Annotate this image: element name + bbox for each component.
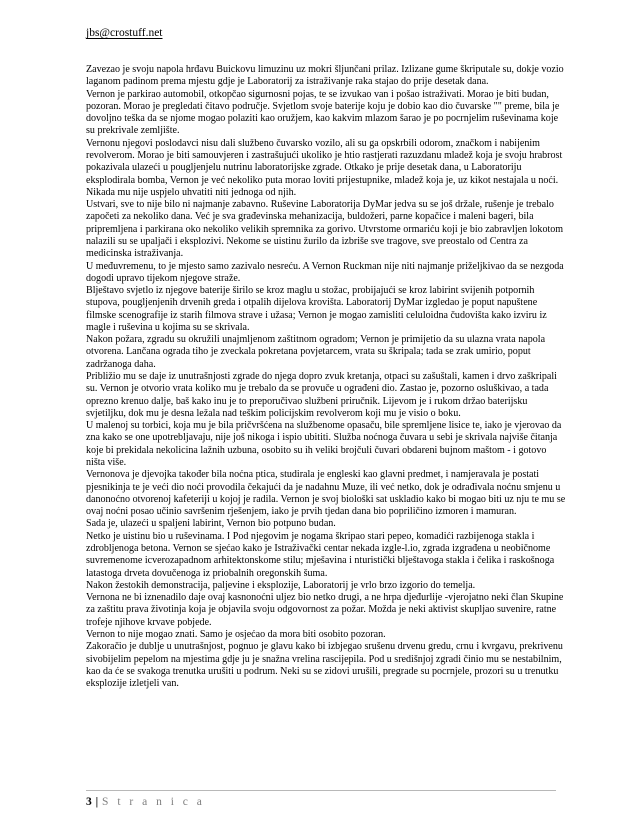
page-number: 3: [86, 796, 92, 808]
paragraph: U malenoj su torbici, koja mu je bila pričvršćena na službenome opasaču, bile spremljene lisice te, iako je vjerovao da zna kako se one upotrebljavaju, nije još nikoga i ispio ubititi. Služba noćnoga čuvara u sebi je skrivala najviše čitanja koje bi prekidala nekolicina lažnih uzbuna, osobito su ih veliki brojčuli čuvari obdareni bujnom maštom - i gotovo ništa više.: [86, 420, 562, 468]
paragraph: Zavezao je svoju napola hrđavu Buickovu limuzinu uz mokri šljunčani prilaz. Izlizane gume škriputale su, dokje vozio laganom padinom prema mjestu gdje je Laboratorij za istraživanje raka stajao do prije desetak dana.: [86, 64, 564, 88]
paragraph: Vernon to nije mogao znati. Samo je osjećao da mora biti osobito pozoran.: [86, 628, 386, 640]
paragraph: Nakon požara, zgradu su okružili unajmljenom zaštitnom ogradom; Vernon je primijetio da su ulazna vrata napola otvorena. Lančana ograda tiho je zveckala pokretana povjetarcem, vrata su škripala; tada se zrak umirio, poput zadržanoga daha.: [86, 334, 546, 370]
paragraph: Vernona ne bi iznenadilo daje ovaj kasnonoćni uljez bio netko drugi, a ne hrpa djeđurlije -vjerojatno neki član Skupine za zaštitu prava životinja koja je objavila svoju odgovornost za požar. Možda je neki aktivist skupljao suvenire, ratne trofeje njihove krvave pobjede.: [86, 592, 564, 628]
paragraph: Netko je uistinu bio u ruševinama. I Pod njegovim je nogama škripao stari pepeo, komadići razbijenoga stakla i zdrobljenoga betona. Vernon se sjećao kako je Istraživački centar nekada izgle-l.io, zgrada izgrađena u neobičnome suvremenome icverozapadnom arhitektonskome stilu; mješavina i nturistički blještavoga stakla i čelika i raskošnoga latastoga drveta dovučenoga iz priobalnih oregonskih šuma.: [86, 530, 555, 579]
paragraph: Blještavo svjetlo iz njegove baterije širilo se kroz maglu u stožac, probijajući se kroz labirint svijenih potpornih stupova, pougljenjenih drvenih greda i otpalih dijelova krovišta. Laboratorij DyMar izgledao je poput napuštene filmske scenografije iz starih filmova strave i užasa; Vernon je mogao zamisliti celuloidna čudovišta kako izviru iz magle i ruševina u kojima su se skrivala.: [86, 285, 547, 333]
paragraph: Zakoračio je dublje u unutrašnjost, pognuo je glavu kako bi izbjegao srušenu drvenu gredu, crnu i kvrgavu, prekrivenu sivobijelim pepelom na mjestima gdje ju je snažna vrelina rascijepila. Pod u središnjoj zgradi činio mu se nestabilnim, kao da će se svakoga trenutka urušiti u podrum. Neki su se zidovi urušili, pregrade su pocrnjele, prozori su u trenutku eksplozije izletjeli van.: [86, 641, 563, 690]
footer-separator: |: [95, 796, 99, 808]
paragraph: Vernonova je djevojka također bila noćna ptica, studirala je engleski kao glavni predmet, i namjeravala je postati pjesnikinja te je veći dio noći provodila čekajući da je nadahnu Muze, ili već netko, dok je odrađivala noćnu smjenu u danonoćno otvorenoj kafeteriji u kojoj je radila. Vernon je svoj biološki sat uskladio kako bi mogao biti uz nju te mu se ovaj noćni posao učinio savršenim rješenjem, iako je prvih tjedan dana bio popriličino izmoren i mamuran.: [86, 469, 566, 518]
header-email: jbs@crostuff.net: [86, 27, 163, 39]
paragraph: U međuvremenu, to je mjesto samo zazivalo nesreću. A Vernon Ruckman nije niti najmanje priželjkivao da se nezgoda dogodi upravo tijekom njegove straže.: [86, 260, 564, 284]
paragraph: Nakon žestokih demonstracija, paljevine i eksplozije, Laboratorij je vrlo brzo izgorio do temelja.: [86, 579, 476, 591]
body-text: [86, 64, 566, 690]
paragraph: Približio mu se daje iz unutrašnjosti zgrade do njega dopro zvuk kretanja, otpaci su zašuštali, kamen i drvo zaškripali su. Vernon je otvorio vrata koliko mu je trebalo da se provuče u ograđeni dio. Zastao je, pozorno osluškivao, a tada oprezno krenuo dalje, baš kako inu je to preporučivao službeni priručnik. Lijevom je i rukom držao baterijsku svjetiljku, dok mu je desna ležala nad teškim policijskim revolverom koji mu je visio o boku.: [86, 371, 557, 419]
paragraph: Vernon je parkirao automobil, otkopčao sigurnosni pojas, te se izvukao van i pošao istraživati. Morao je biti budan, pozoran. Morao je pregledati čitavo područje. Svjetlom svoje baterije koju je dobio kao dio čuvarske "" preme, bila je dovoljno teška da se njome mogao polaziti kao oružjem, kao kakvim mlazom šarao je po pocrnjelim ruševinama koje su prekrivale zemljište.: [86, 88, 560, 137]
paragraph: Ustvari, sve to nije bilo ni najmanje zabavno. Ruševine Laboratorija DyMar jedva su se još držale, rušenje je trebalo započeti za nekoliko dana. Već je sva građevinska mehanizacija, buldožeri, parne kopačice i maleni bageri, bila pripremljena i parkirana oko nekoliko velikih spremnika za gorivo. Utvrstome ormariću koji je bio zabravljen lokotom nalazili su se upaljači i eksplozivi. Nekome se uistinu žurilo da izbriše sve tragove, sve preostalo od Centra za medicinska istraživanja.: [86, 199, 564, 260]
paragraph: Vernonu njegovi poslodavci nisu dali službeno čuvarsko vozilo, ali su ga opskrbili odorom, značkom i nabijenim revolverom. Morao je biti samouvjeren i zastrašujući ukoliko je htio rastjerati razuzdanu mladež koja je svoju hrabrost pokazivala ulazeći u pougljenjelu nutrinu laboratorijske zgrade. Otkako je prije desetak dana, u Laboratoriju eksplodirala bomba, Vernon je već nekoliko puta morao loviti prijestupnike, mladež koja je, uz kikot nestajala u noći. Nikada mu nije uspjelo uhvatiti niti jednoga od njih.: [86, 137, 563, 198]
footer-divider: [86, 790, 556, 791]
page-footer: [86, 796, 556, 808]
paragraph: Sada je, ulazeći u spaljeni labirint, Vernon bio potpuno budan.: [86, 518, 336, 530]
footer-label: S t r a n i c a: [102, 796, 205, 808]
